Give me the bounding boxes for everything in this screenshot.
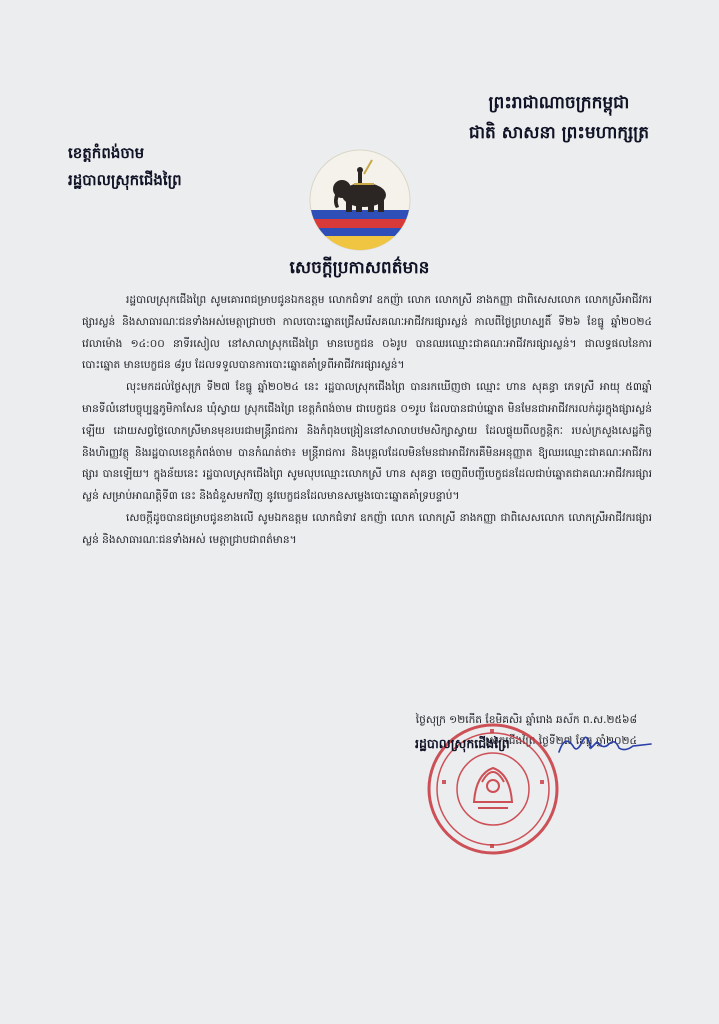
elephant-emblem-icon	[306, 148, 414, 252]
sender-block	[68, 140, 182, 194]
signatory-title: រដ្ឋបាលស្រុកជើងព្រៃ	[415, 736, 510, 751]
province-name: ខេត្តកំពង់ចាម	[68, 144, 145, 162]
announcement-body	[82, 290, 652, 552]
lunar-date: ថ្ងៃសុក្រ ១២កើត ខែមិគសិរ ឆ្នាំរោង ឆស័ក ព.ស.២៥៦៨	[415, 714, 637, 726]
kingdom-header	[469, 88, 649, 148]
paragraph-2: លុះមកដល់ថ្ងៃសុក្រ ទី២៧ ខែធ្នូ ឆ្នាំ២០២៤ នេះ រដ្ឋបាលស្រុកជើងព្រៃ បានរកឃើញថា ឈ្មោះ ហាន សុគន្ធា ភេទស្រី អាយុ ៥៣ឆ្នាំ មានទីលំនៅបច្ចុប្បន្នភូមិកាសែន ឃុំស្វាយ ស្រុកជើងព្រៃ ខេត្តកំពង់ចាម ជាបេក្ខជន ០១រូប ដែលបានជាប់ឆ្នោត មិនមែនជាអាជីវករលក់ដូរក្នុងផ្សារស្លន់ឡើយ ដោយសព្វថ្ងៃលោកស្រីមានមុខរបរជាមន្ត្រីរាជការ និងកំពុងបង្រៀននៅសាលាបឋមសិក្សាស្វាយ ដែលផ្ទុយពីលក្ខន្តិកៈ របស់ក្រសួងសេដ្ឋកិច្ច និងហិរញ្ញវត្ថុ និងរដ្ឋបាលខេត្តកំពង់ចាម បានកំណត់ថា៖ មន្ត្រីរាជការ និងបុគ្គលដែលមិនមែនជាអាជីវករគឺមិនអនុញ្ញាត ឱ្យឈរឈ្មោះជាគណៈអាជីវករផ្សារ បានឡើយ។ ក្នុងន័យនេះ រដ្ឋបាលស្រុកជើងព្រៃ សូមលុបឈ្មោះលោកស្រី ហាន សុគន្ធា ចេញពីបញ្ជីបេក្ខជនដែលជាប់ឆ្នោតជាគណៈអាជីវករផ្សារស្លន់ សម្រាប់អាណត្តិទី៣ នេះ និងជំនួសមកវិញ នូវបេក្ខជនដែលមានសម្លេងបោះឆ្នោតគាំទ្របន្ទាប់។	[82, 381, 652, 503]
document-title: សេចក្តីប្រកាសពត៌មាន	[289, 258, 430, 278]
paragraph-1: រដ្ឋបាលស្រុកជើងព្រៃ សូមគោរពជម្រាបជូនឯកឧត្តម លោកជំទាវ ឧកញ៉ា លោក លោកស្រី នាងកញ្ញា ជាពិសេសលោក លោកស្រីអាជីវករផ្សារស្លន់ និងសាធារណៈជនទាំងអស់មេត្តាជ្រាបថា កាលបោះឆ្នោតជ្រើសរើសគណៈអាជីវករផ្សារស្លន់ កាលពីថ្ងៃព្រហស្បតិ៍ ទី២៦ ខែធ្នូ ឆ្នាំ២០២៤ វេលាម៉ោង ១៤:០០ នាទីរសៀល នៅសាលាស្រុកជើងព្រៃ មានបេក្ខជន ០៦រូប បានឈរឈ្មោះជាគណៈអាជីវករផ្សារស្លន់។ ជាលទ្ធផលនៃការបោះឆ្នោត មានបេក្ខជន ៨រូប ដែលទទួលបានការបោះឆ្នោតគាំទ្រពីអាជីវករផ្សារស្លន់។	[82, 294, 652, 372]
handwritten-signature-icon	[555, 728, 655, 760]
national-motto: ជាតិ សាសនា ព្រះមហាក្សត្រ	[468, 123, 649, 143]
kingdom-name: ព្រះរាជាណាចក្រកម្ពុជា	[488, 93, 630, 113]
place-and-date: ស្រុកជើងព្រៃ ថ្ងៃទី២៧ ខែធ្នូ ឆ្នាំ២០២៤	[485, 735, 637, 747]
paragraph-3: សេចក្តីដូចបានជម្រាបជូនខាងលើ សូមឯកឧត្តម លោកជំទាវ ឧកញ៉ា លោក លោកស្រី នាងកញ្ញា ជាពិសេសលោក លោកស្រីអាជីវករផ្សារស្លន់ និងសាធារណៈជនទាំងអស់ មេត្តាជ្រាបជាពត៌មាន។	[82, 511, 652, 546]
district-administration: រដ្ឋបាលស្រុកជើងព្រៃ	[68, 171, 182, 189]
